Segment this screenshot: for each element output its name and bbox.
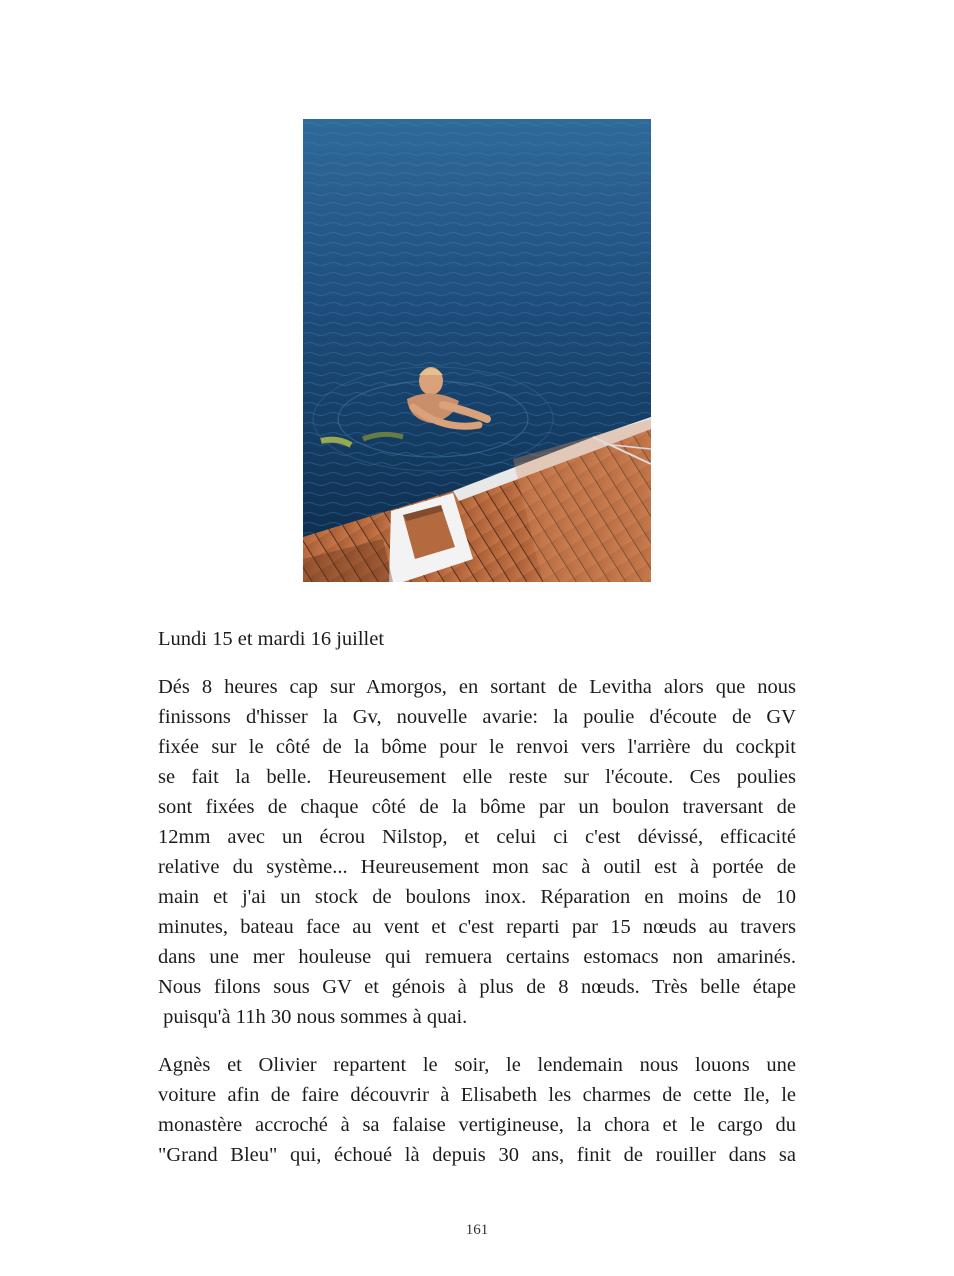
- text-line: finissons d'hisser la Gv, nouvelle avarie: la poulie d'écoute de GV: [158, 706, 796, 728]
- text-line: se fait la belle. Heureusement elle reste sur l'écoute. Ces poulies: [158, 766, 796, 788]
- paragraph-2: [158, 1050, 796, 1170]
- text-line: voiture afin de faire découvrir à Elisabeth les charmes de cette Ile, le: [158, 1084, 796, 1106]
- text-line: fixée sur le côté de la bôme pour le renvoi vers l'arrière du cockpit: [158, 736, 796, 758]
- entry-date-heading: Lundi 15 et mardi 16 juillet: [158, 628, 385, 650]
- text-line: main et j'ai un stock de boulons inox. Réparation en moins de 10: [158, 886, 796, 908]
- text-line: puisqu'à 11h 30 nous sommes à quai.: [158, 1006, 468, 1028]
- text-line: sont fixées de chaque côté de la bôme par un boulon traversant de: [158, 796, 796, 818]
- text-line: monastère accroché à sa falaise vertigineuse, la chora et le cargo du: [158, 1114, 796, 1136]
- text-body: [158, 624, 796, 1188]
- photo-swimmer-at-sea: [303, 119, 651, 582]
- text-line: "Grand Bleu" qui, échoué là depuis 30 ans, finit de rouiller dans sa: [158, 1144, 796, 1166]
- text-line: dans une mer houleuse qui remuera certains estomacs non amarinés.: [158, 946, 796, 968]
- page-number: 161: [465, 1222, 489, 1238]
- text-line: Agnès et Olivier repartent le soir, le lendemain nous louons une: [158, 1054, 796, 1076]
- paragraph-1: [158, 672, 796, 1032]
- text-line: Nous filons sous GV et génois à plus de 8 nœuds. Très belle étape: [158, 976, 796, 998]
- text-line: 12mm avec un écrou Nilstop, et celui ci c'est dévissé, efficacité: [158, 826, 796, 848]
- text-line: relative du système... Heureusement mon sac à outil est à portée de: [158, 856, 796, 878]
- text-line: minutes, bateau face au vent et c'est reparti par 15 nœuds au travers: [158, 916, 796, 938]
- text-line: Dés 8 heures cap sur Amorgos, en sortant de Levitha alors que nous: [158, 676, 796, 698]
